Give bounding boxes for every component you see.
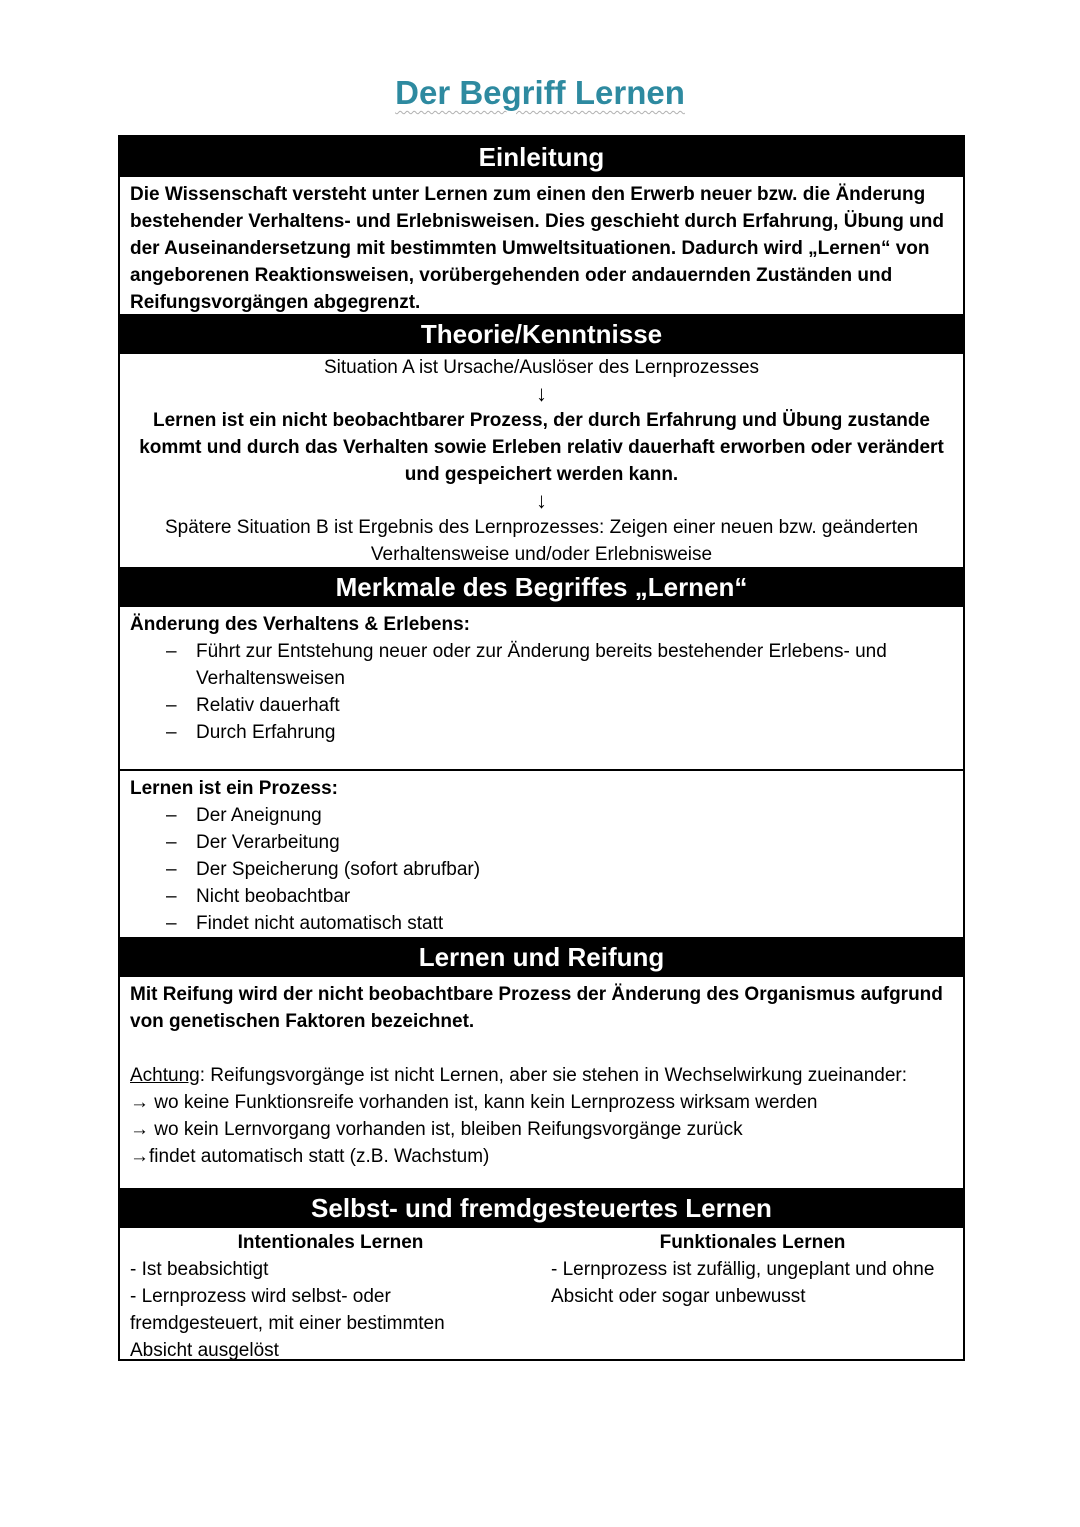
list-item: – Relativ dauerhaft: [130, 692, 953, 719]
reifung-achtung: [130, 1062, 953, 1089]
reifung-point: → wo kein Lernvorgang vorhanden ist, bleiben Reifungsvorgänge zurück: [130, 1119, 743, 1140]
gesteuert-section: [120, 1229, 963, 1364]
section-header-reifung: Lernen und Reifung: [120, 937, 963, 977]
achtung-text: : Reifungsvorgänge ist nicht Lernen, aber sie stehen in Wechselwirkung zueinander:: [199, 1065, 908, 1086]
content-table: [118, 135, 965, 1361]
theorie-step-1: Situation A ist Ursache/Auslöser des Lernprozesses: [323, 357, 760, 378]
merkmale-group-1-title: Änderung des Verhaltens & Erlebens:: [130, 614, 470, 635]
section-header-gesteuert: Selbst- und fremdgesteuertes Lernen: [120, 1188, 963, 1228]
reifung-point: → wo keine Funktionsreife vorhanden ist, kann kein Lernprozess wirksam werden: [130, 1092, 818, 1113]
intentional-title: Intentionales Lernen: [237, 1232, 424, 1253]
theorie-step-2: Lernen ist ein nicht beobachtbarer Prozess, der durch Erfahrung und Übung zustande kommt und durch das Verhalten sowie Erleben relativ dauerhaft erworben oder verändert und gespeichert werden kann.: [139, 410, 944, 485]
funktional-column: [541, 1229, 962, 1364]
list-item: – Durch Erfahrung: [130, 719, 953, 746]
section-header-theorie: Theorie/Kenntnisse: [120, 314, 963, 354]
reifung-section: [120, 977, 963, 1170]
reifung-point: →findet automatisch statt (z.B. Wachstum): [130, 1146, 490, 1167]
merkmale-group-2: [120, 771, 963, 937]
achtung-label: Achtung: [130, 1065, 200, 1086]
reifung-definition: Mit Reifung wird der nicht beobachtbare Prozess der Änderung des Organismus aufgrund von genetischen Faktoren bezeichnet.: [130, 984, 943, 1032]
merkmale-group-1: [120, 607, 963, 746]
section-header-einleitung: Einleitung: [120, 137, 963, 177]
page-title: Der Begriff Lernen: [395, 74, 685, 111]
list-item: – Der Verarbeitung: [130, 829, 953, 856]
list-item: - Lernprozess ist zufällig, ungeplant und ohne Absicht oder sogar unbewusst: [551, 1259, 935, 1307]
merkmale-group-1-list: [130, 638, 953, 746]
funktional-title: Funktionales Lernen: [659, 1232, 846, 1253]
list-item: - Ist beabsichtigt: [130, 1259, 269, 1280]
list-item: – Findet nicht automatisch statt: [130, 910, 953, 937]
theorie-step-3: Spätere Situation B ist Ergebnis des Lernprozesses: Zeigen einer neuen bzw. geänderten Verhaltensweise und/oder Erlebnisweise: [164, 517, 919, 565]
merkmale-group-2-list: [130, 802, 953, 937]
merkmale-group-2-title: Lernen ist ein Prozess:: [130, 778, 339, 799]
list-item: – Der Aneignung: [130, 802, 953, 829]
list-item: – Der Speicherung (sofort abrufbar): [130, 856, 953, 883]
arrow-down-icon: ↓: [536, 381, 547, 406]
intentional-column: [120, 1229, 541, 1364]
einleitung-text: Die Wissenschaft versteht unter Lernen zum einen den Erwerb neuer bzw. die Änderung bestehender Verhaltens- und Erlebnisweisen. Dies geschieht durch Erfahrung, Übung und der Auseinandersetzung mit bestimmten Umweltsituationen. Dadurch wird „Lernen“ von angeborenen Reaktionsweisen, vorübergehenden oder andauernden Zuständen und Reifungsvorgängen abgegrenzt.: [130, 184, 944, 313]
list-item: – Nicht beobachtbar: [130, 883, 953, 910]
arrow-down-icon: ↓: [536, 488, 547, 513]
section-header-merkmale: Merkmale des Begriffes „Lernen“: [120, 567, 963, 607]
list-item: – Führt zur Entstehung neuer oder zur Änderung bereits bestehender Erlebens- und Verhaltensweisen: [130, 638, 953, 692]
theorie-section: [120, 354, 963, 568]
list-item: - Lernprozess wird selbst- oder fremdgesteuert, mit einer bestimmten Absicht ausgelöst: [130, 1286, 445, 1361]
